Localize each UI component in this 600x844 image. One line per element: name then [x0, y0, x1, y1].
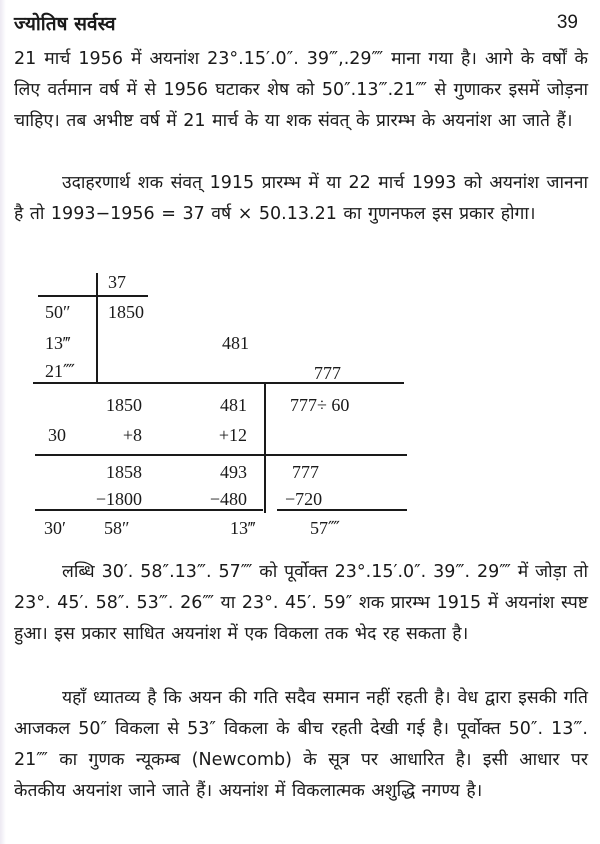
page-number: 39	[556, 12, 578, 33]
result-minutes: 30′	[44, 518, 66, 538]
multiplier-value: 37	[108, 272, 126, 292]
paragraph-2: उदाहरणार्थ शक संवत् 1915 प्रारम्भ में या 22 मार्च 1993 को अयनांश जानना है तो 1993−1956 = 37 वर्ष × 50.13.21 का गुणनफल इस प्रकार होगा।	[14, 173, 588, 224]
product-seconds: 1850	[108, 302, 144, 322]
result-fourths: 57⁗	[310, 518, 340, 538]
table-divider-vertical-1	[96, 273, 98, 384]
book-title: ज्योतिष सर्वस्व	[14, 13, 116, 35]
subtract-fourths: −720	[285, 489, 323, 509]
factor-seconds: 50″	[45, 302, 71, 322]
table-divider-horizontal-bottom-right	[277, 509, 407, 511]
result-seconds: 58″	[104, 518, 130, 538]
table-divider-horizontal-main	[33, 382, 404, 384]
page-edge-shadow	[0, 0, 6, 844]
factor-thirds: 13‴	[45, 333, 71, 353]
table-divider-horizontal-mid	[35, 454, 407, 456]
factor-fourths: 21⁗	[45, 361, 75, 381]
table-divider-horizontal-top	[38, 295, 148, 297]
sum-row2-thirds: +12	[218, 425, 247, 445]
paragraph-3: लब्धि 30′. 58″.13‴. 57⁗ को पूर्वोक्त 23°.15′.0″. 39‴. 29⁗ में जोड़ा तो 23°. 45′. 58″. 53‴. 26⁗ या 23°. 45′. 59″ शक प्रारम्भ 1915 में अयनांश स्पष्ट हुआ। इस प्रकार साधित अयनांश में एक विकला तक भेद रह सकता है।	[14, 562, 588, 644]
subtract-thirds: −480	[209, 489, 247, 509]
product-fourths: 777	[314, 363, 341, 383]
carry-label: 30	[48, 425, 66, 445]
product-thirds: 481	[222, 333, 249, 353]
table-divider-vertical-2	[264, 382, 266, 513]
total-thirds: 493	[220, 462, 247, 482]
subtract-seconds: −1800	[95, 489, 142, 509]
paragraph-4: यहाँ ध्यातव्य है कि अयन की गति सदैव समान नहीं रहती है। वेध द्वारा इसकी गति आजकल 50″ विकला से 53″ विकला के बीच रहती देखी गई है। पूर्वोक्त 50″. 13‴. 21⁗ का गुणक न्यूकम्ब (Newcomb) के सूत्र पर आधारित है। इसी आधार पर केतकीय अयनांश जाने जाते हैं। अयनांश में विकलात्मक अशुद्धि नगण्य है।	[14, 688, 588, 801]
sum-row1-fourths: 777÷ 60	[290, 395, 350, 415]
result-thirds: 13‴	[230, 518, 256, 538]
total-seconds: 1858	[106, 462, 142, 482]
table-divider-horizontal-bottom-left	[35, 509, 263, 511]
total-fourths: 777	[292, 462, 319, 482]
sum-row2-seconds: +8	[122, 425, 142, 445]
sum-row1-thirds: 481	[220, 395, 247, 415]
paragraph-1: 21 मार्च 1956 में अयनांश 23°.15′.0″. 39‴,.29⁗ माना गया है। आगे के वर्षों के लिए वर्तमान वर्ष में से 1956 घटाकर शेष को 50″.13‴.21⁗ से गुणाकर इसमें जोड़ना चाहिए। तब अभीष्ट वर्ष में 21 मार्च के या शक संवत् के प्रारम्भ के अयनांश आ जाते हैं।	[14, 49, 588, 131]
sum-row1-seconds: 1850	[106, 395, 142, 415]
